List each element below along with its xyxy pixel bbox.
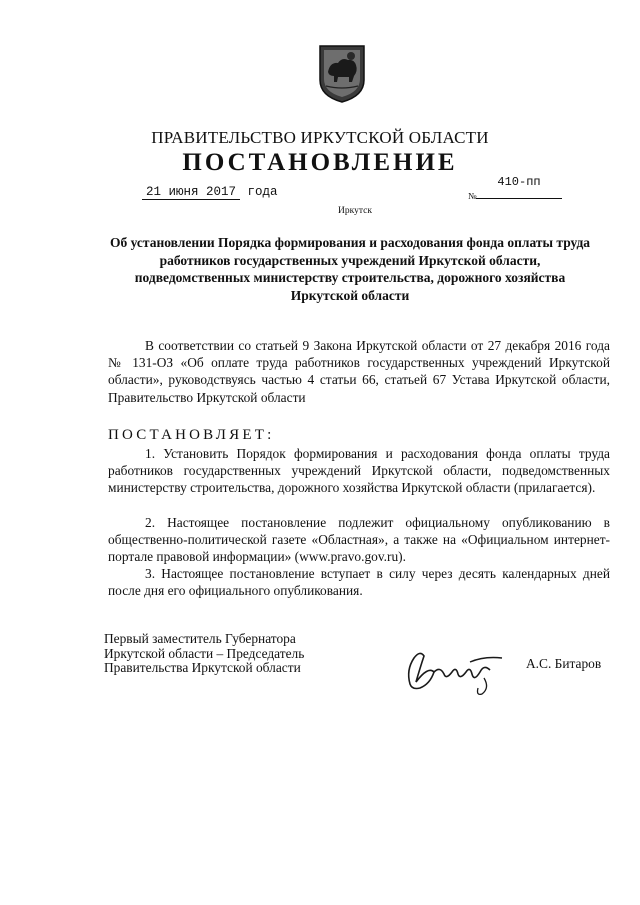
document-title: Об установлении Порядка формирования и расходования фонда оплаты труда работников государственных учреждений Иркутской области, подведомственных министерству строительства, дорожного хозяйства Иркутской области (109, 235, 591, 303)
position-line: Первый заместитель Губернатора (104, 631, 296, 646)
document-type: ПОСТАНОВЛЕНИЕ (182, 149, 458, 176)
document-number: 410-пп (476, 175, 562, 199)
city-name: Иркутск (338, 206, 372, 216)
organization-name: ПРАВИТЕЛЬСТВО ИРКУТСКОЙ ОБЛАСТИ (151, 128, 489, 147)
signatory-name: А.С. Битаров (526, 656, 602, 671)
position-line: Иркутской области – Председатель (104, 645, 305, 661)
item-2-paragraph: 2. Настоящее постановление подлежит официальному опубликованию в общественно-политической газете «Областная», а также на «Официальном интернет-портале правовой информации» (www.pravo.gov.ru). (108, 515, 610, 565)
date-value: 21 июня 2017 (142, 185, 240, 200)
decree-word: ПОСТАНОВЛЯЕТ: (108, 427, 275, 443)
handwritten-signature (400, 642, 510, 698)
number-label: № (468, 191, 477, 201)
item-1-paragraph: 1. Установить Порядок формирования и расходования фонда оплаты труда работников государственных учреждений Иркутской области, подведомственных министерству строительства, дорожного хозяйства Иркутской области (прилагается). (108, 446, 610, 496)
signatory-position (104, 632, 304, 676)
item-3-paragraph: 3. Настоящее постановление вступает в силу через десять календарных дней после дня его официального опубликования. (108, 566, 610, 599)
date-suffix: года (247, 185, 278, 199)
document-date (142, 185, 278, 199)
coat-of-arms-icon (316, 42, 368, 104)
position-line: Правительства Иркутской области (104, 660, 301, 676)
preamble-paragraph: В соответствии со статьей 9 Закона Иркутской области от 27 декабря 2016 года № 131-ОЗ «Об оплате труда работников государственных учреждений Иркутской области», руководствуясь частью 4 статьи 66, статьей 67 Устава Иркутской области, Правительство Иркутской области (108, 338, 610, 405)
